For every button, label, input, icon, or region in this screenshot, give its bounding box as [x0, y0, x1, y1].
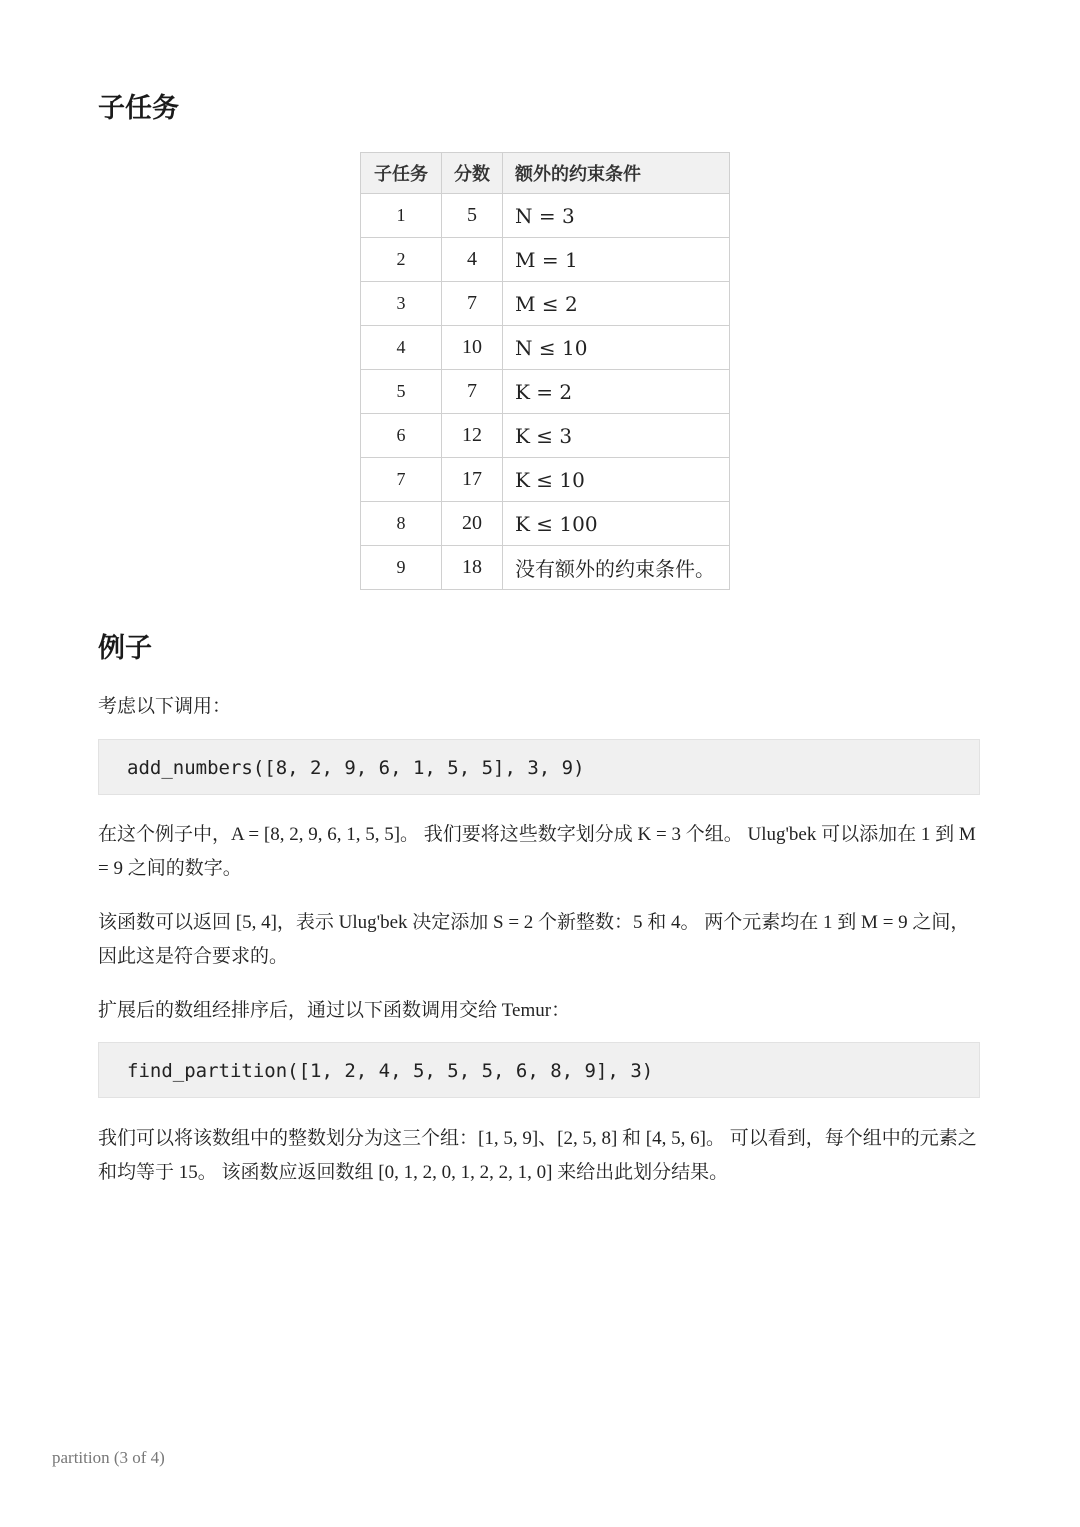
cell-score: 7: [442, 282, 503, 326]
table-row: [361, 370, 730, 414]
cell-score: 7: [442, 370, 503, 414]
cell-score: 17: [442, 458, 503, 502]
header-subtask: 子任务: [361, 153, 442, 194]
cell-constraint: K ≤ 3: [503, 414, 730, 458]
subtasks-heading: 子任务: [98, 93, 179, 124]
cell-constraint: 没有额外的约束条件。: [503, 546, 730, 590]
paragraph-return-value: 该函数可以返回 [5, 4]，表示 Ulug'bek 决定添加 S = 2 个新整数：5 和 4。 两个元素均在 1 到 M = 9 之间，因此这是符合要求的。: [98, 912, 970, 967]
table-row: [361, 326, 730, 370]
table-row: [361, 238, 730, 282]
cell-constraint: M ≤ 2: [503, 282, 730, 326]
intro-text: 考虑以下调用：: [98, 696, 232, 717]
cell-subtask-id: 1: [361, 194, 442, 238]
cell-score: 5: [442, 194, 503, 238]
paragraph-example-setup: 在这个例子中，A = [8, 2, 9, 6, 1, 5, 5]。 我们要将这些数字划分成 K = 3 个组。 Ulug'bek 可以添加在 1 到 M = 9 之间的数字。: [98, 824, 976, 879]
header-constraint: 额外的约束条件: [503, 153, 730, 194]
table-header-row: [361, 153, 730, 194]
table-row: [361, 502, 730, 546]
cell-subtask-id: 7: [361, 458, 442, 502]
table-row: [361, 414, 730, 458]
example-heading: 例子: [98, 633, 152, 664]
cell-subtask-id: 6: [361, 414, 442, 458]
cell-constraint: K ≤ 100: [503, 502, 730, 546]
header-score: 分数: [442, 153, 503, 194]
cell-constraint: K ≤ 10: [503, 458, 730, 502]
paragraph-partition-result: 我们可以将该数组中的整数划分为这三个组：[1, 5, 9]、[2, 5, 8] 和 [4, 5, 6]。 可以看到，每个组中的元素之和均等于 15。 该函数应返回数组 [0, 1, 2, 0, 1, 2, 2, 1, 0] 来给出此划分结果。: [98, 1128, 977, 1183]
subtasks-table: [360, 152, 730, 590]
cell-subtask-id: 2: [361, 238, 442, 282]
cell-subtask-id: 3: [361, 282, 442, 326]
cell-constraint: N = 3: [503, 194, 730, 238]
cell-subtask-id: 4: [361, 326, 442, 370]
cell-score: 4: [442, 238, 503, 282]
cell-constraint: K = 2: [503, 370, 730, 414]
code-block-add-numbers: add_numbers([8, 2, 9, 6, 1, 5, 5], 3, 9): [98, 739, 980, 795]
table-row: [361, 458, 730, 502]
cell-constraint: N ≤ 10: [503, 326, 730, 370]
table-row: [361, 282, 730, 326]
cell-subtask-id: 9: [361, 546, 442, 590]
table-row: [361, 194, 730, 238]
cell-score: 12: [442, 414, 503, 458]
paragraph-sorted-array: 扩展后的数组经排序后，通过以下函数调用交给 Temur：: [98, 1000, 571, 1021]
cell-score: 10: [442, 326, 503, 370]
cell-score: 20: [442, 502, 503, 546]
cell-subtask-id: 5: [361, 370, 442, 414]
table-row: [361, 546, 730, 590]
cell-subtask-id: 8: [361, 502, 442, 546]
cell-constraint: M = 1: [503, 238, 730, 282]
cell-score: 18: [442, 546, 503, 590]
page-footer: partition (3 of 4): [52, 1448, 165, 1467]
code-block-find-partition: find_partition([1, 2, 4, 5, 5, 5, 6, 8, 9], 3): [98, 1042, 980, 1098]
